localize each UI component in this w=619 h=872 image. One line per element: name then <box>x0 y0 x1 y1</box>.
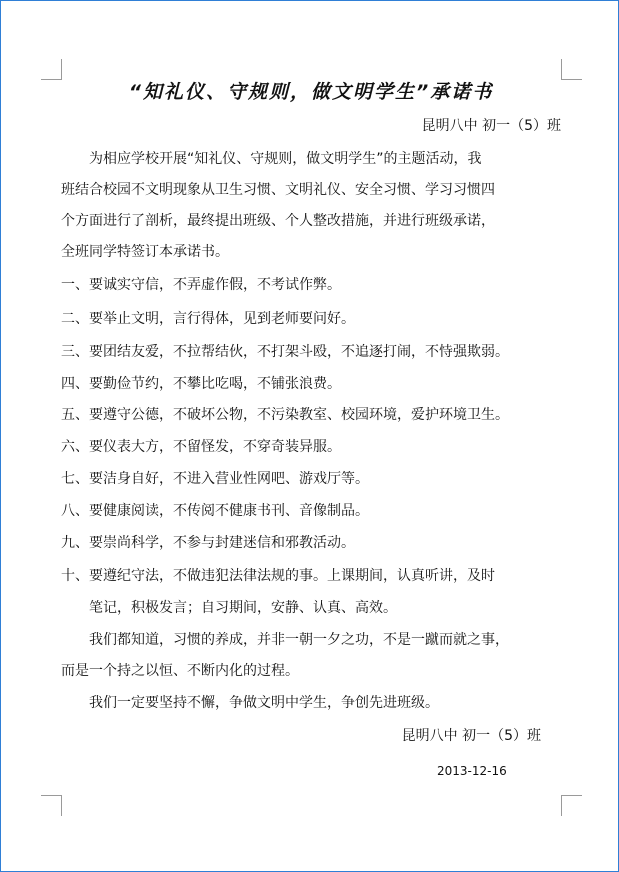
intro-line: 个方面进行了剖析，最终提出班级、个人整改措施，并进行班级承诺， <box>61 213 495 229</box>
intro-line: 为相应学校开展“知礼仪、守规则，做文明学生”的主题活动，我 <box>89 151 482 167</box>
signature: 昆明八中 初一（5）班 <box>401 728 541 744</box>
document-title: “知礼仪、守规则，做文明学生”承诺书 <box>128 81 494 103</box>
closing-line: 我们都知道，习惯的养成，并非一朝一夕之功，不是一蹴而就之事， <box>89 632 509 648</box>
pledge-item: 二、要举止文明，言行得体，见到老师要问好。 <box>61 311 355 327</box>
intro-line: 班结合校园不文明现象从卫生习惯、文明礼仪、安全习惯、学习习惯四 <box>61 182 495 198</box>
header-school: 昆明八中 初一（5）班 <box>421 118 561 134</box>
corner-mark-bottom-left <box>41 795 62 816</box>
pledge-item-continued: 笔记，积极发言；自习期间，安静、认真、高效。 <box>89 600 397 616</box>
closing-line: 我们一定要坚持不懈，争做文明中学生，争创先进班级。 <box>89 695 439 711</box>
corner-mark-bottom-right <box>561 795 582 816</box>
pledge-item: 十、要遵纪守法，不做违犯法律法规的事。上课期间，认真听讲，及时 <box>61 568 495 584</box>
pledge-item: 四、要勤俭节约，不攀比吃喝，不铺张浪费。 <box>61 376 341 392</box>
corner-mark-top-right <box>561 59 582 80</box>
intro-line: 全班同学特签订本承诺书。 <box>61 244 229 260</box>
pledge-item: 三、要团结友爱，不拉帮结伙，不打架斗殴，不追逐打闹，不恃强欺弱。 <box>61 344 509 360</box>
pledge-item: 一、要诚实守信，不弄虚作假，不考试作弊。 <box>61 277 341 293</box>
pledge-item: 八、要健康阅读，不传阅不健康书刊、音像制品。 <box>61 503 369 519</box>
pledge-item: 七、要洁身自好，不进入营业性网吧、游戏厅等。 <box>61 471 369 487</box>
pledge-item: 六、要仪表大方，不留怪发，不穿奇装异服。 <box>61 439 341 455</box>
document-date: 2013-12-16 <box>437 764 507 778</box>
closing-line: 而是一个持之以恒、不断内化的过程。 <box>61 663 299 679</box>
pledge-item: 五、要遵守公德，不破坏公物，不污染教室、校园环境，爱护环境卫生。 <box>61 407 509 423</box>
pledge-item: 九、要崇尚科学，不参与封建迷信和邪教活动。 <box>61 535 355 551</box>
corner-mark-top-left <box>41 59 62 80</box>
